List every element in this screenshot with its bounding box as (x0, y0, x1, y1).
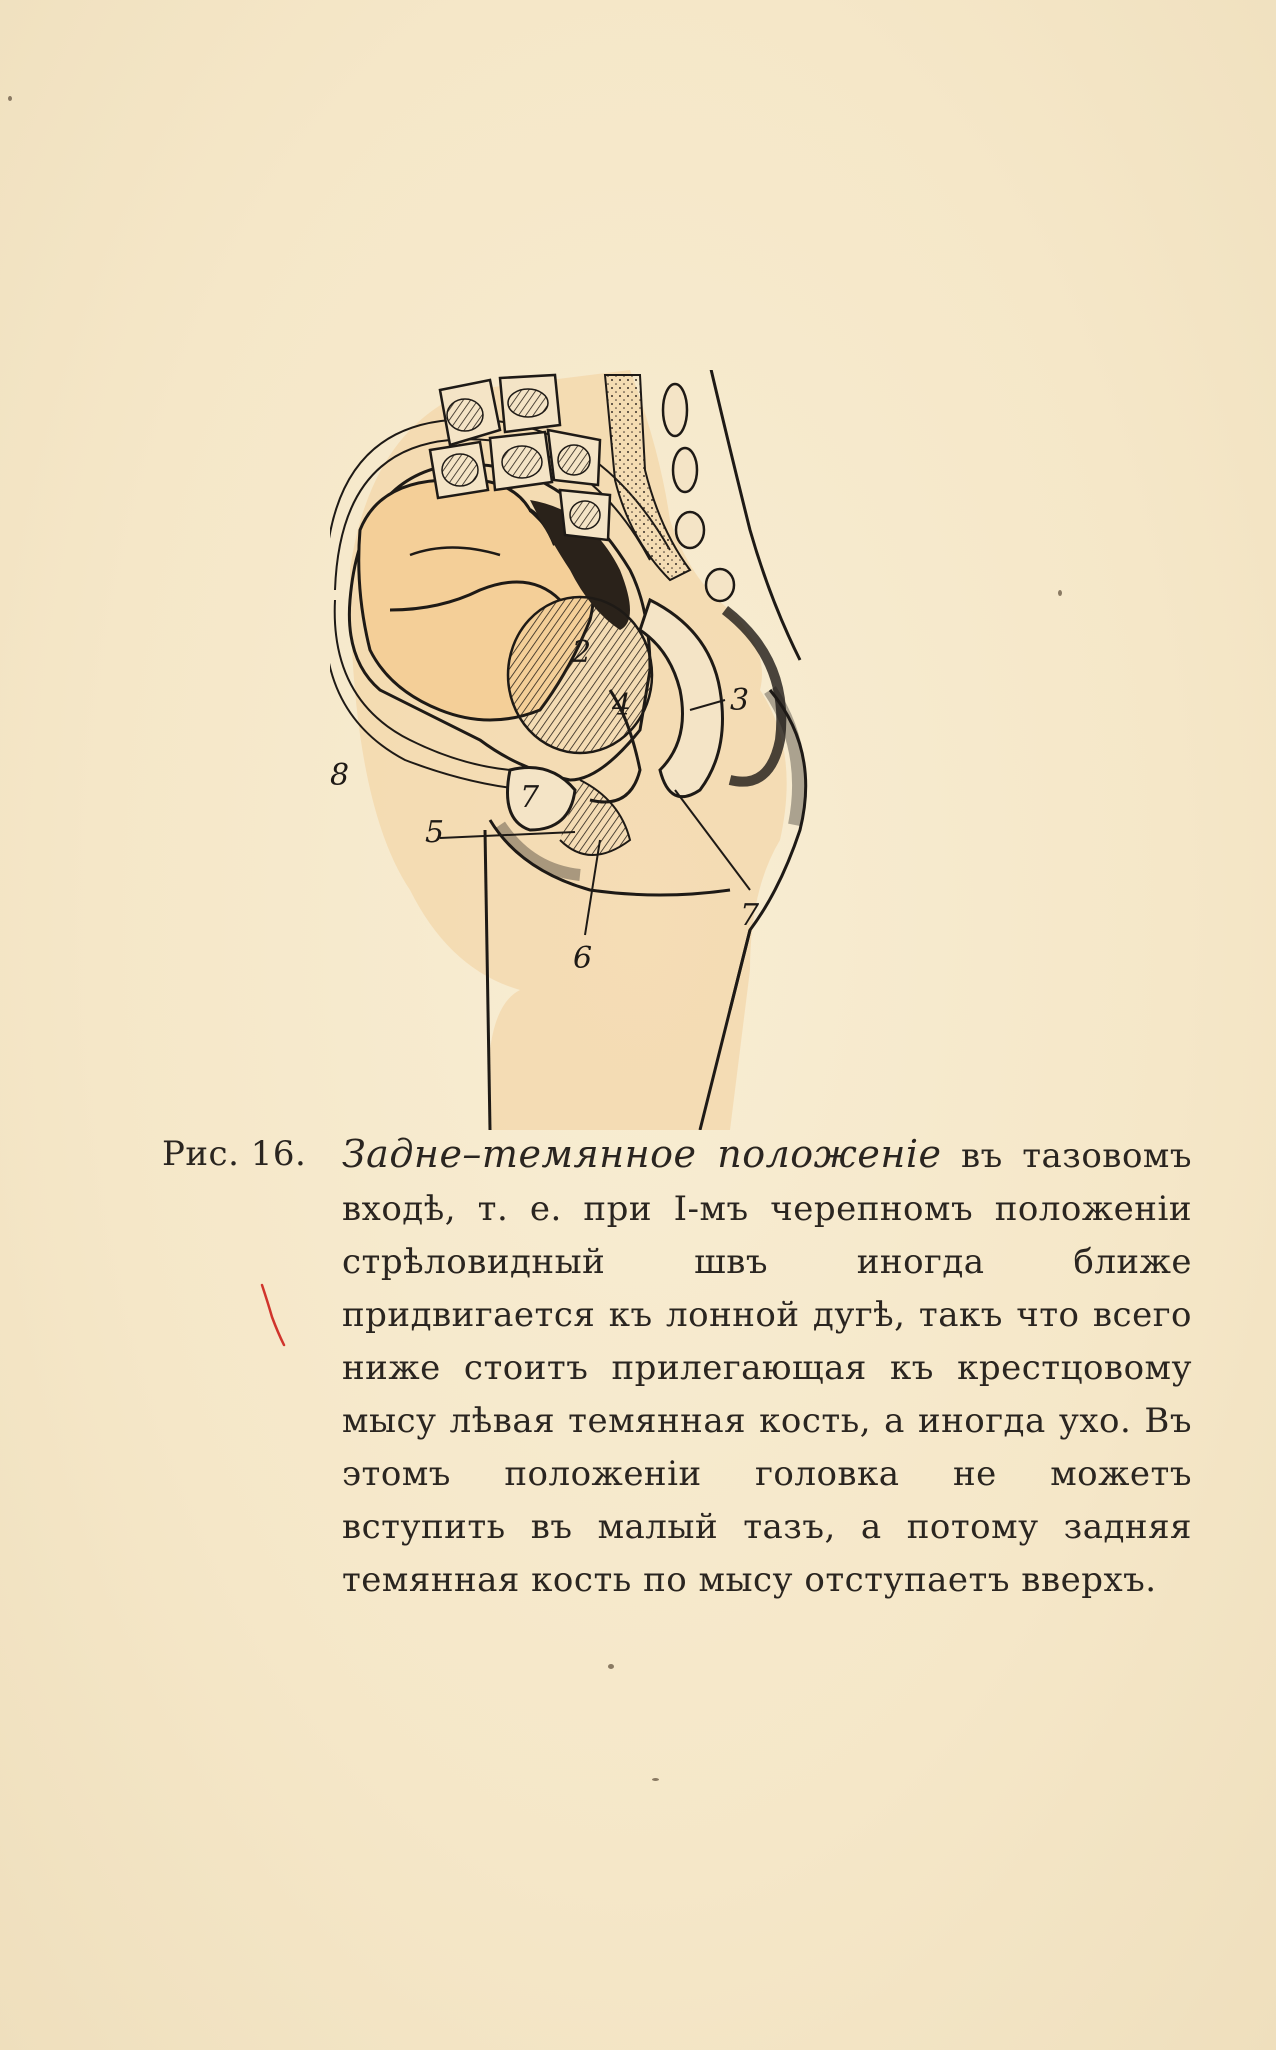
paper-speck (1058, 590, 1062, 596)
fig-label-3: 3 (730, 683, 750, 718)
paper-speck (652, 1778, 659, 1781)
fig-label-4: 4 (612, 688, 632, 723)
caption-text: въ тазовомъ входѣ, т. е. при I-мъ черепномъ положенiи стрѣловидный швъ иногда ближе придвигается къ лонной дугѣ, такъ что всего ниже стоитъ прилегающая къ крестцовому мысу лѣвая темянная кость, а иногда ухо. Въ этомъ положенiи головка не можетъ вступить въ малый тазъ, а потому задняя темянная кость по мысу отступаетъ вверхъ. (342, 1136, 1192, 1600)
figure-caption (162, 1128, 1192, 1607)
caption-body (342, 1128, 1192, 1607)
anatomical-figure (330, 370, 1010, 1130)
caption-title: Задне–темянное положенiе (342, 1132, 942, 1176)
fig-label-7: 7 (740, 898, 760, 933)
pelvis-section-illustration (330, 370, 1010, 1130)
paper-speck (608, 1664, 614, 1669)
fig-label-5: 5 (425, 815, 445, 850)
figure-number: Рис. 16. (162, 1134, 307, 1174)
fig-label-6: 6 (573, 941, 593, 976)
fig-label-7-inner: 7 (520, 780, 540, 815)
red-pen-mark (258, 1283, 288, 1347)
fig-label-2: 2 (572, 635, 592, 670)
paper-speck (8, 96, 12, 101)
fig-label-8: 8 (330, 758, 350, 793)
